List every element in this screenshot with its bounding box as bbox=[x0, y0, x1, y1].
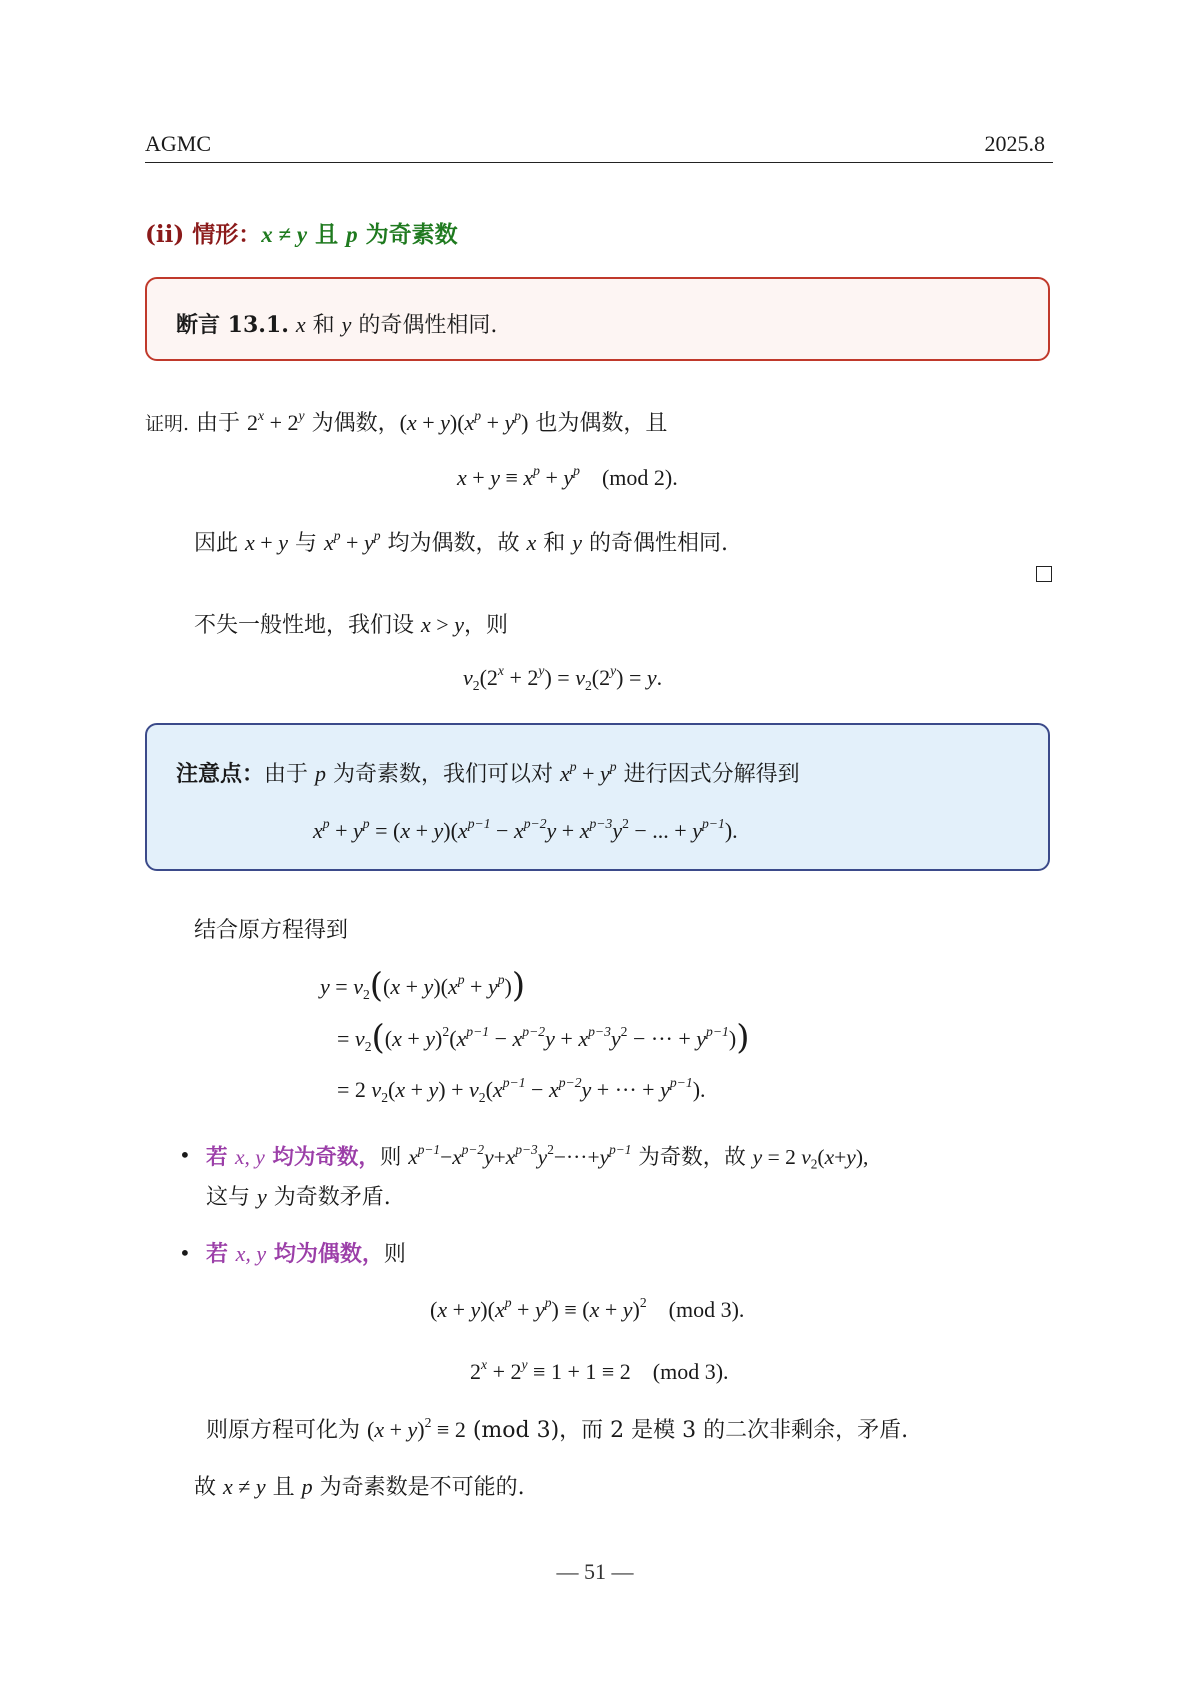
proof-l2b: 与 bbox=[287, 531, 324, 556]
b1-lead: 若 bbox=[206, 1145, 235, 1170]
case-and: 且 bbox=[307, 221, 347, 248]
c2-c: 为奇素数是不可能的. bbox=[312, 1475, 525, 1500]
case-p: p bbox=[346, 222, 358, 247]
c2-a: 故 bbox=[194, 1475, 223, 1500]
note-line-1: 注意点：由于 p 为奇素数，我们可以对 $x^p + y^p$ 进行因式分解得到 bbox=[176, 758, 800, 787]
note-label: 注意点： bbox=[176, 761, 265, 787]
proof-l2c: 均为偶数，故 bbox=[380, 531, 527, 556]
claim-and: 和 bbox=[305, 313, 342, 338]
proof-intro: 由于 bbox=[189, 411, 248, 436]
case-rest: 为奇素数 bbox=[357, 221, 458, 248]
b1-l2a: 这与 bbox=[206, 1185, 257, 1210]
b2-a: 则 bbox=[383, 1242, 406, 1267]
proof-line-2: 因此 x + y 与 $x^p + y^p$ 均为偶数，故 x 和 y 的奇偶性相同. bbox=[194, 527, 729, 556]
bullet-1-dot: • bbox=[179, 1143, 191, 1167]
b1-b: 为奇数，故 bbox=[631, 1145, 753, 1170]
proof-even1: 为偶数， bbox=[304, 411, 400, 436]
equation-factorization: $x^p + y^p = (x + y)(x^{p-1} - x^{p-2}y + x^{p-3}y^2$ − ... + $y^{p-1}$). bbox=[313, 815, 738, 843]
c1-b: (mod 3)，而 2 是模 3 的二次非剩余，矛盾. bbox=[465, 1418, 909, 1443]
proof-l2a: 因此 bbox=[194, 531, 245, 556]
wlog-b: ，则 bbox=[463, 613, 508, 638]
align-line-2: = $\nu_2((x + y)^2(x^{p-1} - x^{p-2}y + x^{p-3}y^2$ − ··· + $y^{p-1}$)) bbox=[337, 1017, 750, 1058]
claim-rest: 的奇偶性相同. bbox=[351, 313, 498, 338]
c1-a: 则原方程可化为 bbox=[206, 1418, 367, 1443]
bullet-1-line-1: 若 x, y 均为奇数，则 $x^{p-1}-x^{p-2}y+x^{p-3}y^2-\cdot\cdot\cdot+y^{p-1}$ 为奇数，故 y = 2 $\nu_2(x+y)$, bbox=[206, 1142, 869, 1172]
header-right: 2025.8 bbox=[984, 131, 1045, 156]
math-sum-powers: $2^x + 2^y$ bbox=[247, 407, 305, 435]
claim-y: y bbox=[341, 312, 352, 337]
case-y: y bbox=[296, 222, 308, 247]
proof-label: 证明. bbox=[145, 413, 190, 435]
math-product: $(x + y)(x^p + y^p)$ bbox=[399, 407, 529, 435]
b2-lead: 若 bbox=[206, 1241, 236, 1267]
claim-label: 断言 13.1. bbox=[176, 312, 289, 338]
c2-b: 且 bbox=[265, 1475, 302, 1500]
wlog-line: 不失一般性地，我们设 x > y，则 bbox=[194, 612, 508, 638]
b1-leadb: 均为奇数， bbox=[264, 1145, 380, 1170]
equation-mod3-1: $(x + y)(x^p + y^p) \equiv (x + y)^2$ (mod 3). bbox=[430, 1294, 745, 1322]
case-x: x bbox=[261, 222, 273, 247]
proof-even2: 也为偶数，且 bbox=[528, 411, 668, 436]
mod2-label: (mod 2). bbox=[601, 465, 678, 490]
proof-l2d: 和 bbox=[536, 531, 573, 556]
equation-mod3-2: $2^x + 2^y \equiv 1 + 1 \equiv 2$ (mod 3). bbox=[470, 1356, 729, 1384]
b1-a: 则 bbox=[379, 1145, 409, 1170]
proof-line-1 bbox=[145, 406, 667, 437]
bullet-2-dot: • bbox=[179, 1241, 191, 1265]
b1-l2b: 为奇数矛盾. bbox=[266, 1185, 391, 1210]
header-rule bbox=[145, 162, 1053, 163]
b1-vars: x, y bbox=[235, 1145, 265, 1169]
case-heading-label: (ii) 情形： bbox=[145, 221, 262, 248]
claim-text bbox=[176, 308, 497, 339]
wlog-a: 不失一般性地，我们设 bbox=[194, 613, 421, 638]
case-neq: ≠ bbox=[272, 222, 297, 247]
mod3-2-label: (mod 3). bbox=[652, 1359, 729, 1384]
note-box bbox=[145, 723, 1050, 871]
bullet-2-line-1 bbox=[206, 1237, 406, 1268]
equation-valuation: $\nu_2(2^x + 2^y) = \nu_2(2^y) = y$. bbox=[463, 662, 663, 693]
mod3-1-label: (mod 3). bbox=[668, 1297, 745, 1322]
header-left: AGMC bbox=[145, 131, 212, 156]
claim-x: x bbox=[295, 312, 306, 337]
align-line-1: $y = \nu_2((x + y)(x^p + y^p))$ bbox=[320, 965, 526, 1006]
page-number: — 51 — bbox=[556, 1559, 634, 1584]
qed-symbol bbox=[1036, 566, 1052, 582]
bullet-1-line-2: 这与 y 为奇数矛盾. bbox=[206, 1184, 391, 1210]
note-b: 为奇素数，我们可以对 bbox=[326, 762, 561, 787]
note-c: 进行因式分解得到 bbox=[616, 762, 800, 787]
note-a: 由于 bbox=[264, 762, 316, 787]
case-heading bbox=[145, 216, 458, 249]
conclusion-line-2: 故 x ≠ y 且 p 为奇素数是不可能的. bbox=[194, 1474, 525, 1500]
b2-leadb: 均为偶数， bbox=[266, 1241, 384, 1267]
combine-line: 结合原方程得到 bbox=[194, 918, 349, 943]
b2-vars: x, y bbox=[235, 1241, 267, 1266]
align-line-3: = 2 $\nu_2(x + y) + \nu_2(x^{p-1} - x^{p-2}y$ + ··· + $y^{p-1}$). bbox=[337, 1074, 706, 1105]
equation-mod2: $x + y \equiv x^p + y^p$ (mod 2). bbox=[457, 462, 678, 490]
proof-l2e: 的奇偶性相同. bbox=[582, 531, 729, 556]
conclusion-line-1: 则原方程可化为 $(x + y)^2 \equiv 2$ (mod 3)，而 2 是模 3 的二次非剩余，矛盾. bbox=[206, 1414, 909, 1443]
